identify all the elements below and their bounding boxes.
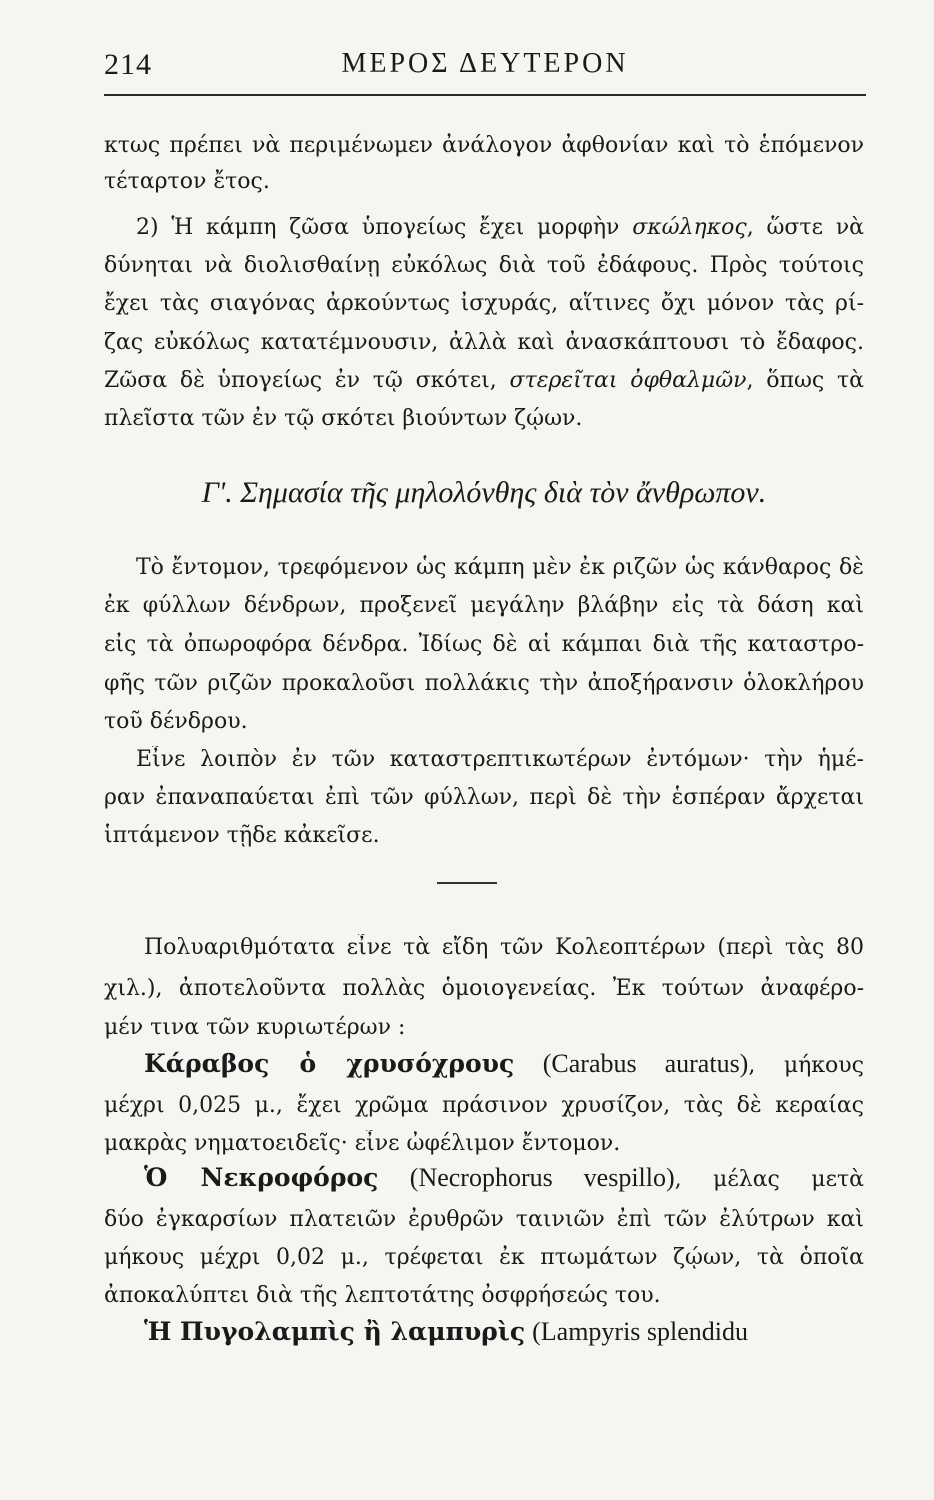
- text-line: Εἶνε λοιπὸν ἐν τῶν καταστρεπτικωτέρων ἐντόμων· τὴν ἡμέ-: [136, 747, 864, 772]
- text-line: 2) Ἡ κάμπη ζῶσα ὑπογείως ἔχει μορφὴν σκώληκος, ὥστε νὰ: [136, 215, 864, 240]
- text-line: Ζῶσα δὲ ὑπογείως ἐν τῷ σκότει, στερεῖται ὀφθαλμῶν, ὅπως τὰ: [104, 368, 864, 393]
- entry-term: Ἡ Πυγολαμπὶς ἢ λαμπυρὶς: [144, 1318, 526, 1346]
- text-line: ζας εὐκόλως κατατέμνουσιν, ἀλλὰ καὶ ἀνασκάπτουσι τὸ ἔδαφος.: [104, 330, 864, 355]
- page-number: 214: [104, 48, 152, 81]
- text-line: ἀποκαλύπτει διὰ τῆς λεπτοτάτης ὀσφρήσεώς του.: [104, 1283, 661, 1308]
- emphasis: σκώληκος: [632, 215, 747, 240]
- text-line: ἐκ φύλλων δένδρων, προξενεῖ μεγάλην βλάβην εἰς τὰ δάση καὶ: [104, 593, 864, 618]
- latin-name: (Necrophorus vespillo): [409, 1164, 675, 1192]
- text-line: μήκους μέχρι 0,02 μ., τρέφεται ἐκ πτωμάτων ζῴων, τὰ ὁποῖα: [104, 1245, 864, 1270]
- section-separator: [437, 882, 497, 884]
- entry-term: Ὁ Νεκροφόρος: [144, 1164, 379, 1192]
- text-line: τέταρτον ἔτος.: [104, 169, 270, 194]
- latin-name: (Lampyris splendidu: [532, 1318, 749, 1346]
- entry-line: Κάραβος ὁ χρυσόχρους (Carabus auratus), μήκους: [144, 1050, 864, 1078]
- page-header: [104, 48, 866, 88]
- entry-line: Ὁ Νεκροφόρος (Necrophorus vespillo), μέλας μετὰ: [144, 1164, 864, 1192]
- text-line: χιλ.), ἀποτελοῦντα πολλὰς ὁμοιογενείας. Ἐκ τούτων ἀναφέρο-: [104, 976, 864, 1001]
- section-heading: Γ'. Σημασία τῆς μηλολόνθης διὰ τὸν ἄνθρωπον.: [201, 476, 767, 509]
- header-rule: [104, 94, 866, 96]
- text-line: κτως πρέπει νὰ περιμένωμεν ἀνάλογον ἀφθονίαν καὶ τὸ ἑπόμενον: [104, 133, 864, 158]
- emphasis: στερεῖται ὀφθαλμῶν: [509, 368, 747, 393]
- text-line: μέχρι 0,025 μ., ἔχει χρῶμα πράσινον χρυσίζον, τὰς δὲ κεραίας: [104, 1093, 864, 1118]
- text-line: μακρὰς νηματοειδεῖς· εἶνε ὠφέλιμον ἔντομον.: [104, 1131, 621, 1156]
- text-line: δύνηται νὰ διολισθαίνῃ εὐκόλως διὰ τοῦ ἐδάφους. Πρὸς τούτοις: [104, 253, 864, 278]
- entry-term: Κάραβος ὁ χρυσόχρους: [144, 1050, 515, 1078]
- text-line: μέν τινα τῶν κυριωτέρων :: [104, 1015, 406, 1040]
- text-line: εἰς τὰ ὀπωροφόρα δένδρα. Ἰδίως δὲ αἱ κάμπαι διὰ τῆς καταστρο-: [104, 632, 864, 657]
- entry-line: [144, 1318, 864, 1348]
- text-line: ἱπτάμενον τῇδε κἀκεῖσε.: [104, 823, 380, 848]
- text-line: τοῦ δένδρου.: [104, 709, 248, 734]
- text-line: ραν ἐπαναπαύεται ἐπὶ τῶν φύλλων, περὶ δὲ τὴν ἑσπέραν ἄρχεται: [104, 785, 864, 810]
- text-line: Πολυαριθμότατα εἶνε τὰ εἴδη τῶν Κολεοπτέρων (περὶ τὰς 80: [144, 935, 864, 960]
- text-line: ἔχει τὰς σιαγόνας ἀρκούντως ἰσχυράς, αἵτινες ὄχι μόνον τὰς ρί-: [104, 291, 864, 316]
- text-line: φῆς τῶν ριζῶν προκαλοῦσι πολλάκις τὴν ἀποξήρανσιν ὁλοκλήρου: [104, 671, 864, 696]
- text-line: Τὸ ἔντομον, τρεφόμενον ὡς κάμπη μὲν ἐκ ριζῶν ὡς κάνθαρος δὲ: [136, 555, 864, 580]
- latin-name: (Carabus auratus): [542, 1050, 749, 1078]
- text-line: πλεῖστα τῶν ἐν τῷ σκότει βιούντων ζῴων.: [104, 406, 583, 431]
- text-line: δύο ἐγκαρσίων πλατειῶν ἐρυθρῶν ταινιῶν ἐπὶ τῶν ἐλύτρων καὶ: [104, 1207, 864, 1232]
- running-title: ΜΕΡΟΣ ΔΕΥΤΕΡΟΝ: [341, 48, 629, 79]
